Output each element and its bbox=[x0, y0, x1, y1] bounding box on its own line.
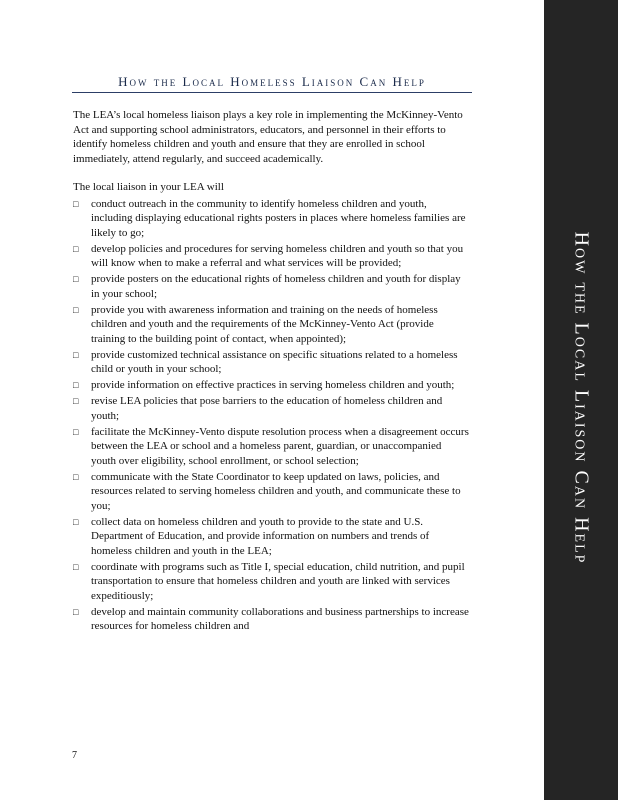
list-item-text: develop policies and procedures for serving homeless children and youth so that you will know when to make a referral and what services will be provided; bbox=[91, 242, 464, 269]
checkbox-bullet-icon: □ bbox=[73, 426, 79, 437]
list-item bbox=[73, 560, 469, 604]
checkbox-bullet-icon: □ bbox=[73, 606, 79, 617]
sidebar-title: How the Local Liaison Can Help bbox=[570, 231, 593, 565]
checkbox-bullet-icon: □ bbox=[73, 561, 79, 572]
list-item bbox=[73, 378, 469, 393]
checkbox-bullet-icon: □ bbox=[73, 471, 79, 482]
list-item-text: revise LEA policies that pose barriers to the education of homeless children and youth; bbox=[91, 395, 443, 422]
list-item-text: conduct outreach in the community to identify homeless children and youth, including displaying educational rights posters in places where homeless families are likely to go; bbox=[91, 197, 466, 239]
intro-paragraph: The LEA’s local homeless liaison plays a key role in implementing the McKinney-Vento Act and supporting school administrators, educators, and personnel in their efforts to identify homeless children and youth and ensure that they are enrolled in school immediately, attend regularly, and succeed academically. bbox=[73, 109, 463, 165]
list-lead-in: The local liaison in your LEA will bbox=[73, 181, 224, 193]
list-item-text: provide information on effective practices in serving homeless children and youth; bbox=[91, 379, 455, 391]
list-item bbox=[73, 197, 469, 241]
list-item-text: coordinate with programs such as Title I, special education, child nutrition, and pupil transportation to ensure that homeless children and youth are linked with services expeditiously; bbox=[91, 560, 465, 602]
section-heading: How the Local Homeless Liaison Can Help bbox=[72, 74, 472, 93]
list-item bbox=[73, 515, 469, 559]
checkbox-bullet-icon: □ bbox=[73, 396, 79, 406]
sidebar-band bbox=[544, 0, 618, 800]
list-item bbox=[73, 303, 469, 347]
checkbox-bullet-icon: □ bbox=[73, 274, 79, 284]
checkbox-bullet-icon: □ bbox=[73, 349, 79, 360]
list-item bbox=[73, 272, 469, 301]
checkbox-bullet-icon: □ bbox=[73, 304, 79, 315]
list-item-text: provide you with awareness information and training on the needs of homeless children and youth and the requirements of the McKinney-Vento Act (provide training to the building point of contact, when appointed); bbox=[91, 303, 438, 345]
list-item bbox=[73, 425, 469, 469]
list-item-text: collect data on homeless children and youth to provide to the state and U.S. Department of Education, and provide information on numbers and trends of homeless children and youth in the LEA; bbox=[91, 515, 430, 557]
list-item-text: communicate with the State Coordinator to keep updated on laws, policies, and resources related to serving homeless children and youth, and communicate these to you; bbox=[91, 470, 461, 512]
list-item-text: develop and maintain community collaborations and business partnerships to increase resources for homeless children and bbox=[91, 605, 469, 632]
list-item bbox=[73, 470, 469, 514]
page-number: 7 bbox=[72, 750, 77, 761]
list-item bbox=[73, 242, 469, 271]
list-item bbox=[73, 394, 469, 423]
list-item bbox=[73, 348, 469, 377]
list-item bbox=[73, 605, 469, 634]
checkbox-bullet-icon: □ bbox=[73, 380, 79, 390]
list-item-text: provide customized technical assistance on specific situations related to a homeless child or youth in your school; bbox=[91, 348, 458, 375]
list-item-text: facilitate the McKinney-Vento dispute resolution process when a disagreement occurs between the LEA or school and a homeless parent, guardian, or unaccompanied youth over eligibility, school enrollment, or school selection; bbox=[91, 425, 469, 467]
responsibility-list bbox=[73, 197, 469, 634]
checkbox-bullet-icon: □ bbox=[73, 198, 79, 209]
list-item-text: provide posters on the educational rights of homeless children and youth for display in your school; bbox=[91, 273, 461, 300]
checkbox-bullet-icon: □ bbox=[73, 516, 79, 527]
body-content bbox=[73, 108, 469, 635]
checkbox-bullet-icon: □ bbox=[73, 243, 79, 254]
